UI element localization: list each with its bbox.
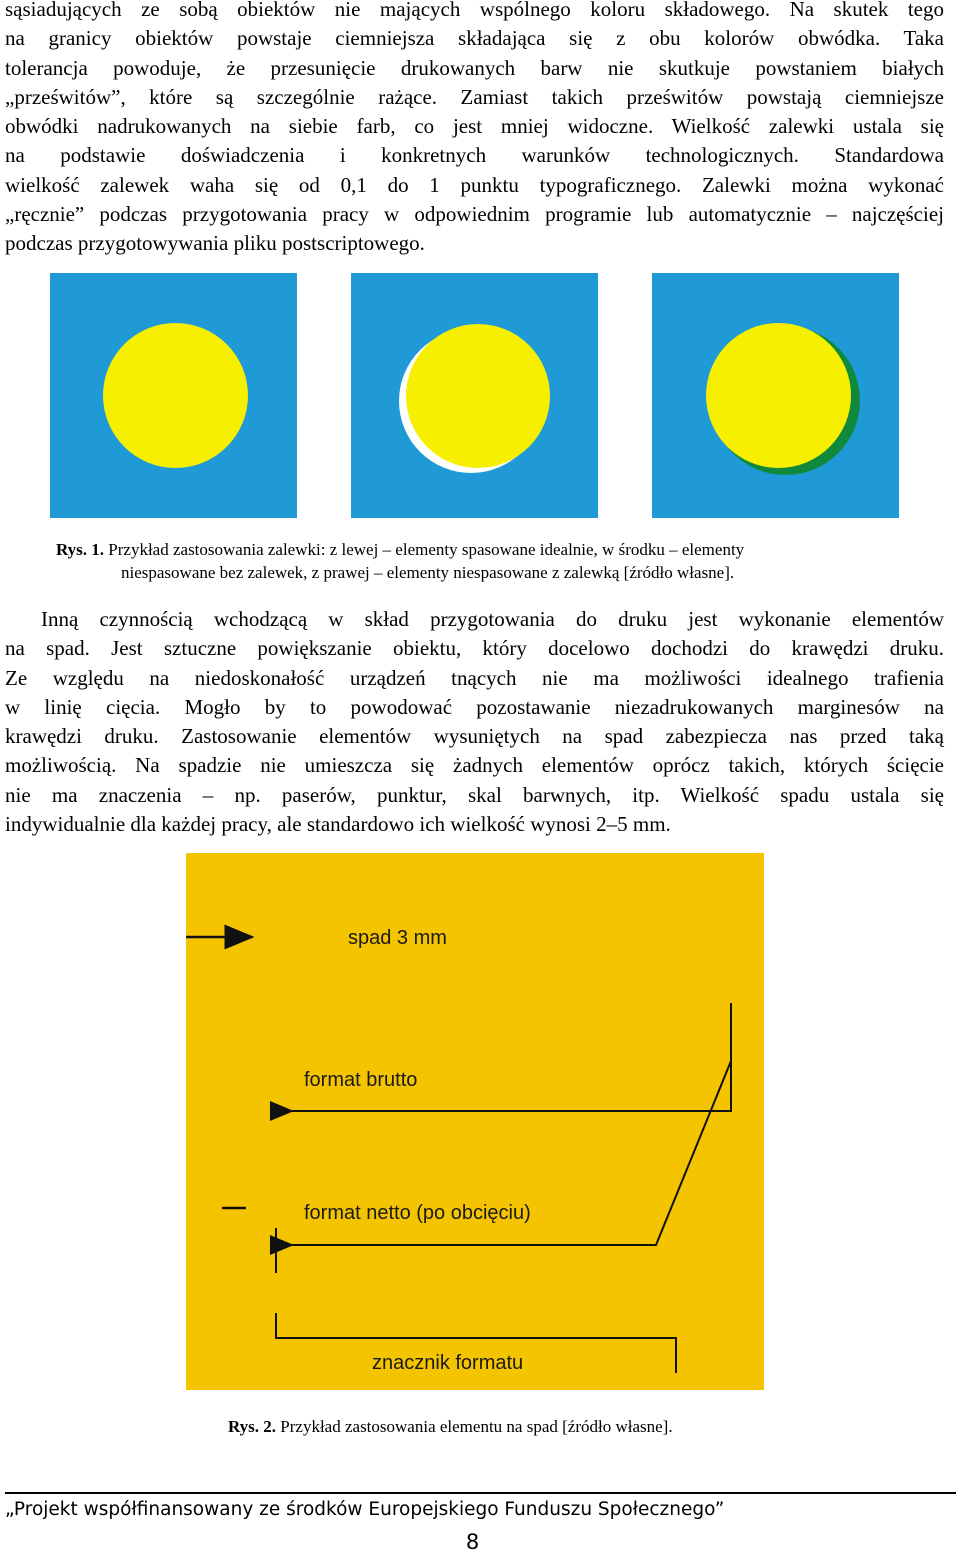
text-line: tolerancja powoduje, że przesunięcie drukowanych barw nie skutkuje powstaniem białych [5, 55, 944, 80]
body-paragraph-trapping [5, 0, 944, 259]
yellow-circle [406, 324, 550, 468]
gross-format-label: format brutto [304, 1069, 418, 1091]
text-line: możliwością. Na spadzie nie umieszcza się żadnych elementów oprócz takich, których ścięcie [5, 753, 944, 778]
text-line: „ręcznie” podczas przygotowania pracy w odpowiednim programie lub automatycznie – najczęściej [5, 202, 944, 227]
caption-text: Przykład zastosowania elementu na spad [źródło własne]. [280, 1417, 673, 1436]
figure2-caption [228, 1415, 828, 1438]
trapping-panel-misregistered [351, 273, 598, 518]
net-format-label: format netto (po obcięciu) [304, 1202, 531, 1224]
text-line: wielkość zalewek waha się od 0,1 do 1 punktu typograficznego. Zalewki można wykonać [5, 172, 944, 197]
text-line: „prześwitów”, które są szczególnie rażące. Zamiast takich prześwitów powstają ciemniejsze [5, 84, 944, 109]
body-paragraph-bleed [5, 605, 944, 839]
text-line: podczas przygotowywania pliku postscriptowego. [5, 231, 425, 256]
yellow-circle [706, 323, 851, 468]
page-number: 8 [465, 1530, 480, 1554]
text-line: Inną czynnością wchodzącą w skład przygotowania do druku jest wykonanie elementów [41, 607, 944, 631]
text-line: w linię cięcia. Mogło by to powodować pozostawanie niezadrukowanych marginesów na [5, 694, 944, 719]
bleed-label: spad 3 mm [348, 927, 447, 949]
footer-divider [5, 1492, 956, 1494]
trapping-panel-trapped [652, 273, 899, 518]
text-line: krawędzi druku. Zastosowanie elementów wysuniętych na spad zabezpiecza nas przed taką [5, 724, 944, 749]
text-line: na granicy obiektów powstaje ciemniejsza składająca się z obu kolorów obwódka. Taka [5, 26, 944, 51]
caption-label: Rys. 2. [228, 1417, 277, 1436]
format-mark-label: znacznik formatu [372, 1352, 524, 1374]
yellow-circle [103, 323, 248, 468]
trapping-panel-ideal [50, 273, 297, 518]
text-line: Ze względu na niedoskonałość urządzeń tnących nie ma możliwości idealnego trafienia [5, 665, 944, 690]
text-line: sąsiadujących ze sobą obiektów nie mających wspólnego koloru składowego. Na skutek tego [5, 0, 944, 21]
bleed-background [186, 853, 764, 1390]
text-line: na spad. Jest sztuczne powiększanie obiektu, który docelowo dochodzi do krawędzi druku. [5, 636, 944, 661]
caption-text: niespasowane bez zalewek, z prawej – elementy niespasowane z zalewką [źródło własne]. [121, 563, 735, 582]
caption-label: Rys. 1. [56, 540, 105, 559]
footer-text: „Projekt współfinansowany ze środków Europejskiego Funduszu Społecznego” [5, 1499, 725, 1520]
caption-text: Przykład zastosowania zalewki: z lewej – elementy spasowane idealnie, w środku – elementy [108, 540, 745, 559]
text-line: na podstawie doświadczenia i konkretnych warunków technologicznych. Standardowa [5, 143, 944, 168]
bleed-diagram [186, 853, 764, 1390]
text-line: indywidualnie dla każdej pracy, ale standardowo ich wielkość wynosi 2–5 mm. [5, 812, 671, 837]
text-line: nie ma znaczenia – np. paserów, punktur, skal barwnych, itp. Wielkość spadu ustala się [5, 782, 944, 807]
figure1-caption [56, 538, 916, 584]
text-line: obwódki nadrukowanych na siebie farb, co jest mniej widoczne. Wielkość zalewki ustala się [5, 114, 944, 139]
